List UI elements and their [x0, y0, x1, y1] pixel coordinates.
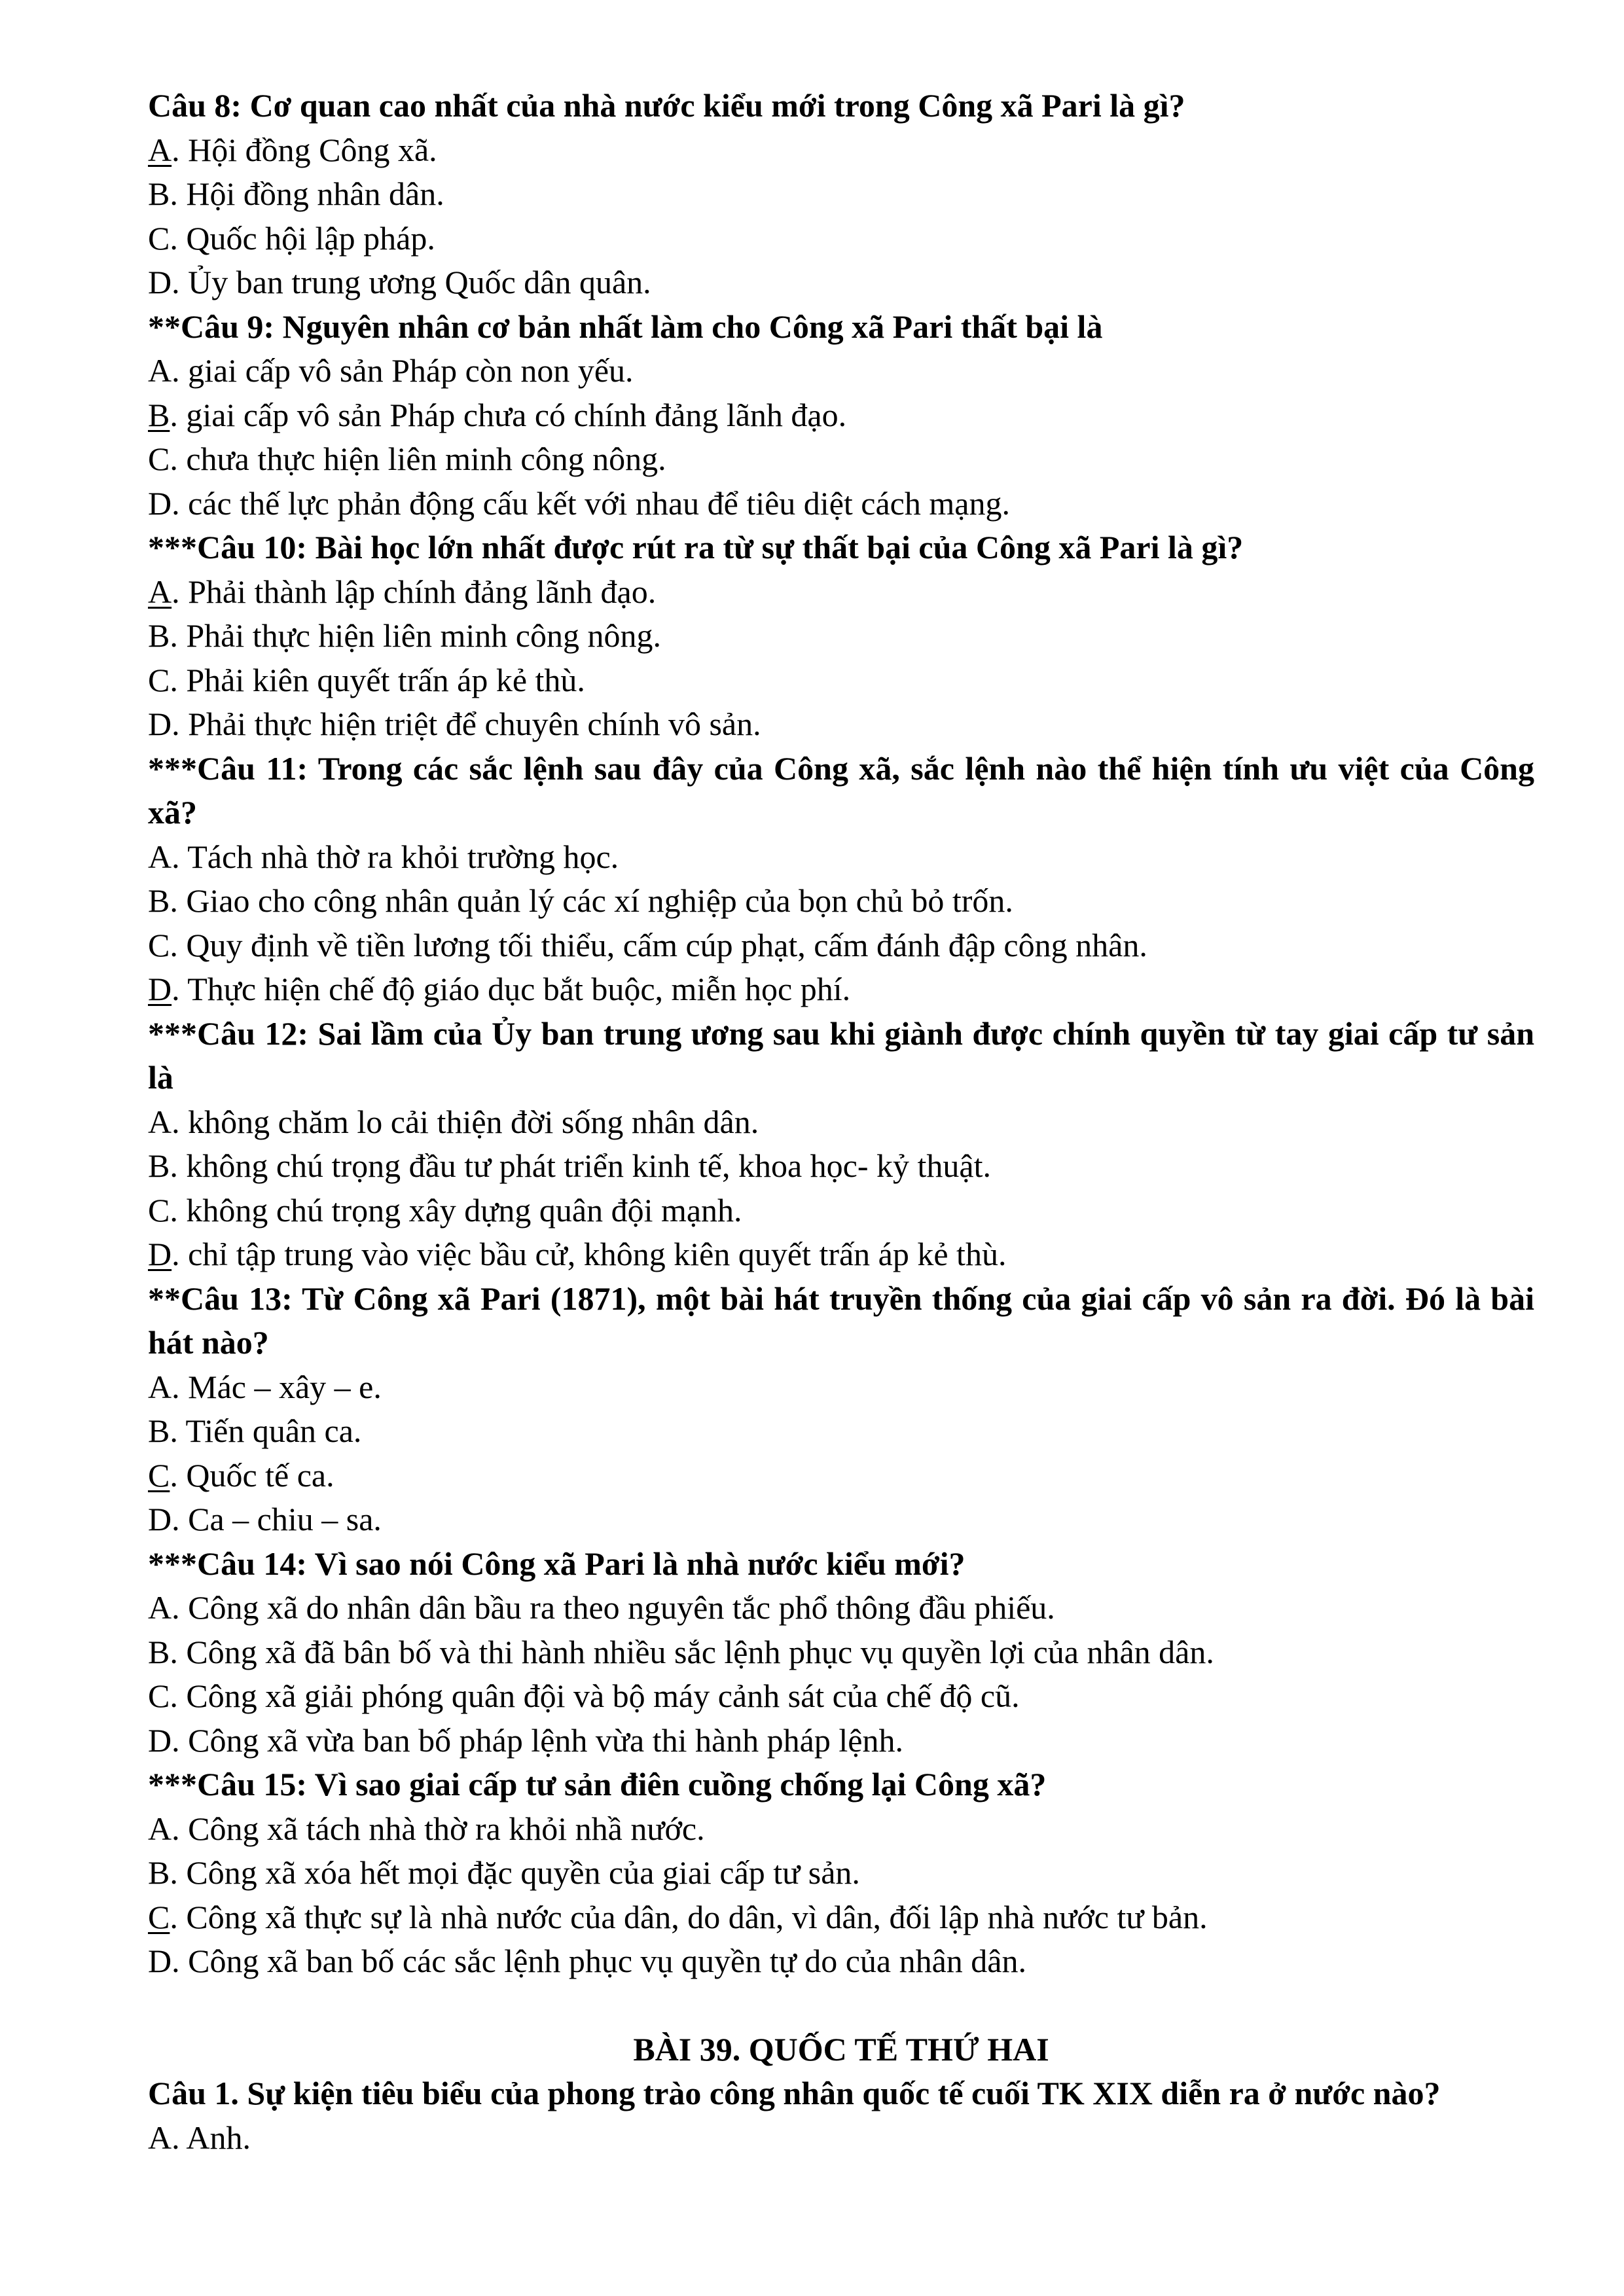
question-15	[148, 1763, 1534, 1984]
option-letter: D	[148, 1721, 172, 1759]
answer-option	[148, 1454, 1534, 1498]
option-letter: B	[148, 882, 170, 919]
answer-option	[148, 924, 1534, 968]
option-letter: A	[148, 352, 172, 389]
option-text: . Phải thành lập chính đảng lãnh đạo.	[171, 573, 657, 610]
question-8	[148, 84, 1534, 305]
option-text: . Hội đồng Công xã.	[171, 131, 437, 168]
question-stem: ***Câu 10: Bài học lớn nhất được rút ra từ sự thất bại của Công xã Pari là gì?	[148, 529, 1244, 565]
option-letter: C	[148, 661, 170, 698]
answer-option	[148, 835, 1534, 880]
answer-option	[148, 879, 1534, 924]
answer-option	[148, 393, 1534, 438]
answer-option	[148, 1144, 1534, 1189]
option-text: . Tách nhà thờ ra khỏi trường học.	[171, 838, 619, 875]
answer-option	[148, 1674, 1534, 1719]
option-text: . các thế lực phản động cấu kết với nhau để tiêu diệt cách mạng.	[171, 484, 1010, 522]
question-stem: ***Câu 12: Sai lầm của Ủy ban trung ương sau khi giành được chính quyền từ tay giai cấp tư sản là	[148, 1014, 1534, 1096]
answer-option	[148, 1719, 1534, 1763]
option-letter: D	[148, 264, 172, 300]
option-letter: B	[148, 617, 170, 654]
option-text: . Quốc tế ca.	[170, 1456, 334, 1494]
correct-answer-letter: B	[148, 396, 170, 433]
answer-option	[148, 1498, 1534, 1542]
answer-option	[148, 658, 1534, 703]
option-text: . Quy định về tiền lương tối thiểu, cấm cúp phạt, cấm đánh đập công nhân.	[170, 926, 1147, 963]
option-letter: C	[148, 440, 170, 477]
option-text: . Phải thực hiện liên minh công nông.	[170, 617, 661, 654]
option-text: . không chú trọng xây dựng quân đội mạnh.	[170, 1191, 742, 1229]
option-letter: C	[148, 1191, 170, 1229]
option-text: . Công xã tách nhà thờ ra khỏi nhầ nước.	[171, 1810, 705, 1847]
answer-option	[148, 614, 1534, 658]
answer-option	[148, 217, 1534, 261]
option-text: . Giao cho công nhân quản lý các xí nghiệp của bọn chủ bỏ trốn.	[170, 882, 1013, 919]
question-13	[148, 1277, 1534, 1542]
answer-option	[148, 1409, 1534, 1454]
question-stem: ***Câu 14: Vì sao nói Công xã Pari là nhà nước kiểu mới?	[148, 1545, 965, 1582]
correct-answer-letter: D	[148, 971, 172, 1007]
correct-answer-letter: C	[148, 1456, 170, 1494]
question-stem: **Câu 13: Từ Công xã Pari (1871), một bài hát truyền thống của giai cấp vô sản ra đời. Đó là bài hát nào?	[148, 1280, 1534, 1361]
question-11	[148, 747, 1534, 1012]
question-12	[148, 1012, 1534, 1277]
question-9	[148, 305, 1534, 526]
question-stem: Câu 8: Cơ quan cao nhất của nhà nước kiểu mới trong Công xã Pari là gì?	[148, 87, 1185, 124]
option-text: . Công xã ban bố các sắc lệnh phục vụ quyền tự do của nhân dân.	[171, 1943, 1026, 1979]
option-text: . Quốc hội lập pháp.	[170, 219, 435, 257]
option-letter: D	[148, 1943, 172, 1979]
option-text: . Công xã thực sự là nhà nước của dân, do dân, vì dân, đối lập nhà nước tư bản.	[170, 1898, 1208, 1935]
option-text: . Ca – chiu – sa.	[171, 1501, 382, 1537]
option-letter: D	[148, 484, 172, 522]
answer-option	[148, 260, 1534, 305]
answer-option	[148, 570, 1534, 615]
option-text: . không chú trọng đầu tư phát triển kinh tế, khoa học- kỷ thuật.	[170, 1147, 991, 1184]
section-title: BÀI 39. QUỐC TẾ THỨ HAI	[633, 2030, 1049, 2068]
answer-option	[148, 437, 1534, 482]
option-text: . Tiến quân ca.	[170, 1412, 362, 1449]
question-14	[148, 1542, 1534, 1763]
correct-answer-letter: C	[148, 1898, 170, 1935]
option-letter: B	[148, 1854, 170, 1891]
answer-option	[148, 1939, 1534, 1984]
option-text: . giai cấp vô sản Pháp còn non yếu.	[171, 352, 634, 389]
question-stem: **Câu 9: Nguyên nhân cơ bản nhất làm cho Công xã Pari thất bại là	[148, 308, 1103, 345]
option-letter: D	[148, 706, 172, 742]
option-letter: A	[148, 1368, 172, 1405]
option-text: . Phải kiên quyết trấn áp kẻ thù.	[170, 661, 585, 698]
answer-option	[148, 1895, 1534, 1940]
answer-option	[148, 1365, 1534, 1410]
option-text: . Anh.	[171, 2119, 251, 2156]
correct-answer-letter: A	[148, 131, 172, 168]
option-letter: A	[148, 2119, 172, 2156]
answer-option	[148, 967, 1534, 1012]
option-text: . chỉ tập trung vào việc bầu cử, không kiên quyết trấn áp kẻ thù.	[171, 1236, 1007, 1272]
option-letter: A	[148, 1103, 172, 1140]
option-letter: C	[148, 219, 170, 257]
correct-answer-letter: D	[148, 1236, 172, 1272]
question-stem: ***Câu 15: Vì sao giai cấp tư sản điên cuồng chống lại Công xã?	[148, 1766, 1047, 1803]
option-text: . Công xã do nhân dân bầu ra theo nguyên tắc phổ thông đầu phiếu.	[171, 1589, 1055, 1626]
option-text: . Ủy ban trung ương Quốc dân quân.	[171, 264, 651, 300]
option-letter: B	[148, 1633, 170, 1670]
option-text: . Phải thực hiện triệt để chuyên chính vô sản.	[171, 706, 761, 742]
option-letter: A	[148, 1810, 172, 1847]
option-text: . Mác – xây – e.	[171, 1368, 382, 1405]
question-stem: Câu 1. Sự kiện tiêu biểu của phong trào công nhân quốc tế cuối TK XIX diễn ra ở nước nào?	[148, 2075, 1441, 2111]
option-letter: A	[148, 1589, 172, 1626]
answer-option	[148, 2116, 1534, 2161]
answer-option	[148, 1851, 1534, 1895]
answer-option	[148, 482, 1534, 526]
option-letter: C	[148, 926, 170, 963]
answer-option	[148, 1807, 1534, 1852]
option-text: . Công xã giải phóng quân đội và bộ máy cảnh sát của chế độ cũ.	[170, 1677, 1020, 1714]
answer-option	[148, 1189, 1534, 1233]
option-text: . Công xã vừa ban bố pháp lệnh vừa thi hành pháp lệnh.	[171, 1721, 903, 1759]
answer-option	[148, 128, 1534, 173]
section-question-1	[148, 2072, 1534, 2160]
option-letter: A	[148, 838, 172, 875]
option-text: . chưa thực hiện liên minh công nông.	[170, 440, 666, 477]
answer-option	[148, 172, 1534, 217]
answer-option	[148, 702, 1534, 747]
answer-option	[148, 349, 1534, 393]
document-page	[148, 84, 1534, 2160]
option-text: . giai cấp vô sản Pháp chưa có chính đảng lãnh đạo.	[170, 396, 847, 433]
answer-option	[148, 1232, 1534, 1277]
question-stem: ***Câu 11: Trong các sắc lệnh sau đây của Công xã, sắc lệnh nào thể hiện tính ưu việt của Công xã?	[148, 749, 1534, 831]
option-letter: B	[148, 1147, 170, 1184]
option-letter: B	[148, 175, 170, 212]
question-10	[148, 526, 1534, 747]
answer-option	[148, 1586, 1534, 1630]
correct-answer-letter: A	[148, 573, 172, 610]
option-letter: D	[148, 1501, 172, 1537]
option-text: . Công xã đã bân bố và thi hành nhiều sắc lệnh phục vụ quyền lợi của nhân dân.	[170, 1633, 1214, 1670]
option-text: . Công xã xóa hết mọi đặc quyền của giai cấp tư sản.	[170, 1854, 860, 1891]
option-letter: B	[148, 1412, 170, 1449]
option-text: . Thực hiện chế độ giáo dục bắt buộc, miễn học phí.	[171, 971, 851, 1007]
option-text: . Hội đồng nhân dân.	[170, 175, 444, 212]
option-letter: C	[148, 1677, 170, 1714]
answer-option	[148, 1630, 1534, 1675]
answer-option	[148, 1100, 1534, 1145]
option-text: . không chăm lo cải thiện đời sống nhân dân.	[171, 1103, 759, 1140]
